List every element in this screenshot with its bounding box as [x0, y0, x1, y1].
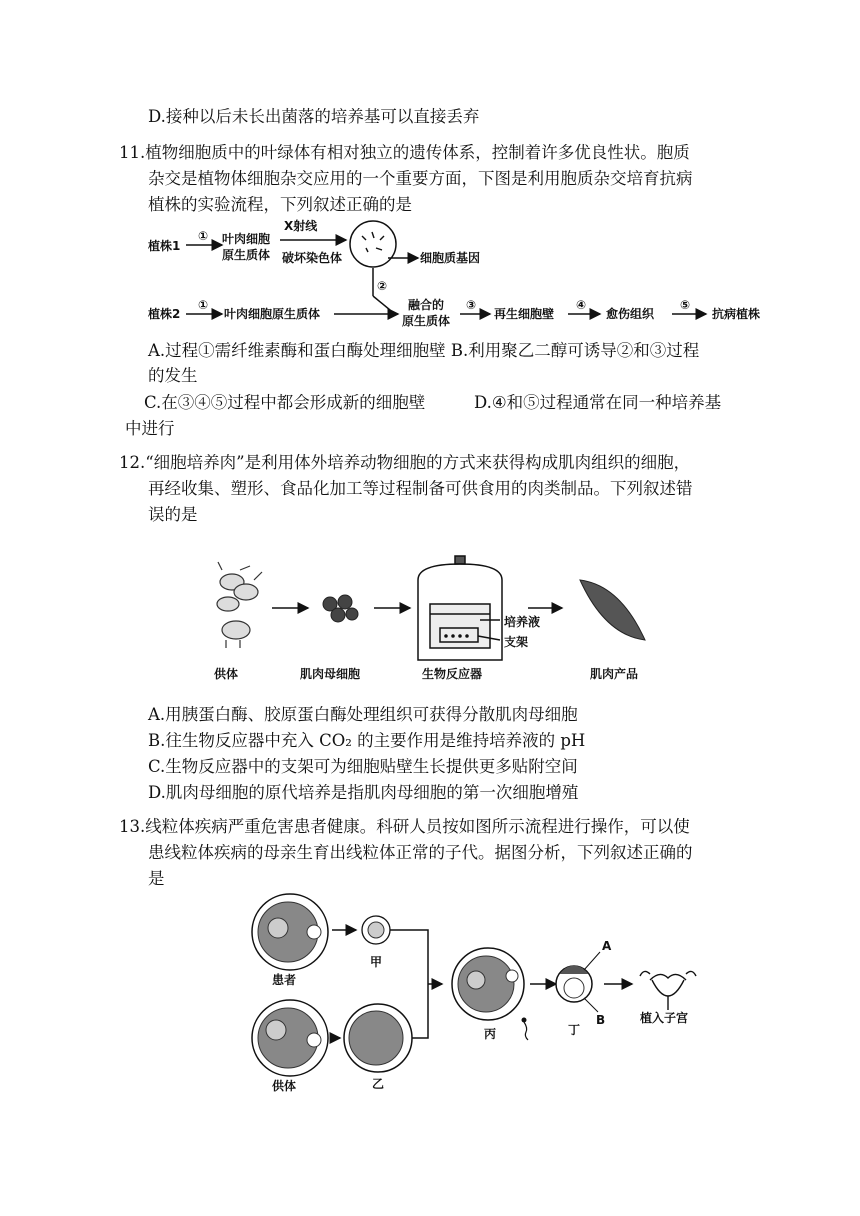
q13-pointer-b: [584, 998, 598, 1012]
q12-option-d: D.肌肉母细胞的原代培养是指肌肉母细胞的第一次细胞增殖: [148, 783, 579, 802]
sperm-icon: [524, 1022, 528, 1040]
q10-option-d: D.接种以后未长出菌落的培养基可以直接丢弃: [148, 107, 480, 126]
q11-option-ab: A.过程①需纤维素酶和蛋白酶处理细胞壁 B.利用聚乙二醇可诱导②和③过程: [148, 341, 700, 360]
q13-implant: 植入子宫: [640, 1011, 689, 1025]
q13-stem-line-1: 13.线粒体疾病严重危害患者健康。科研人员按如图所示流程进行操作，可以使: [119, 817, 690, 836]
q11-stem-line-3: 植株的实验流程，下列叙述正确的是: [148, 195, 412, 214]
q11-regen-wall: 再生细胞壁: [494, 307, 555, 321]
q13-label-b: B: [596, 1013, 606, 1027]
q11-step3: ③: [466, 298, 477, 312]
q13-patient: 患者: [272, 973, 297, 987]
q11-protoplast1-l1: 叶肉细胞: [222, 232, 271, 246]
q13-jia: 甲: [370, 955, 383, 969]
q12-scaffold: 支架: [504, 635, 529, 649]
q13-pointer-a: [584, 952, 600, 970]
q11-step1-bottom: ①: [198, 298, 209, 312]
q11-option-b-cont: 的发生: [148, 366, 198, 385]
q11-step5: ⑤: [680, 298, 691, 312]
q11-step1-top: ①: [198, 229, 209, 243]
q11-protoplast2: 叶肉细胞原生质体: [224, 307, 321, 321]
q12-stem-line-1: 12.“细胞培养肉”是利用体外培养动物细胞的方式来获得构成肌肉组织的细胞，: [119, 453, 691, 472]
q12-donor-label: 供体: [214, 667, 239, 681]
q11-destroy-chrom: 破坏染色体: [282, 251, 343, 265]
jia-nucleus-icon: [362, 916, 390, 944]
patient-oocyte-icon: [252, 894, 328, 970]
q13-bing: 丙: [484, 1027, 497, 1041]
q11-cyto-gene: 细胞质基因: [420, 251, 481, 265]
q12-stem-line-3: 误的是: [148, 505, 198, 524]
q11-plant2: 植株2: [148, 307, 181, 321]
q11-xray: X射线: [284, 219, 318, 233]
q11-option-d: D.④和⑤过程通常在同一种培养基: [474, 393, 722, 412]
q11-stem-line-2: 杂交是植物体细胞杂交应用的一个重要方面，下图是利用胞质杂交培育抗病: [148, 169, 693, 188]
q12-option-b: B.往生物反应器中充入 CO₂ 的主要作用是维持培养液的 pH: [148, 731, 586, 750]
bing-reconstructed-oocyte-icon: [452, 948, 524, 1020]
ding-blastocyst-icon: [556, 966, 592, 1002]
q11-step2: ②: [377, 279, 388, 293]
q11-option-c: C.在③④⑤过程中都会形成新的细胞壁: [144, 393, 426, 412]
q11-fused-l1: 融合的: [408, 298, 445, 312]
q12-myoblast-label: 肌肉母细胞: [300, 667, 361, 681]
q12-stem-line-2: 再经收集、塑形、食品化加工等过程制备可供食用的肉类制品。下列叙述错: [148, 479, 693, 498]
q13-donor: 供体: [272, 1079, 297, 1093]
q11-step4: ④: [576, 298, 587, 312]
donor-oocyte-icon: [252, 1000, 328, 1076]
yi-enucleated-oocyte-icon: [344, 1004, 412, 1072]
q12-bioreactor-label: 生物反应器: [422, 667, 483, 681]
q12-option-a: A.用胰蛋白酶、胶原蛋白酶处理组织可获得分散肌肉母细胞: [148, 705, 578, 724]
q11-fused-l2: 原生质体: [402, 314, 451, 328]
q13-label-a: A: [602, 939, 612, 953]
q12-product-label: 肌肉产品: [590, 667, 639, 681]
q13-stem-line-3: 是: [148, 869, 165, 888]
q12-medium: 培养液: [504, 615, 541, 629]
q13-ding: 丁: [568, 1023, 581, 1037]
q11-callus: 愈伤组织: [606, 307, 655, 321]
q12-option-c: C.生物反应器中的支架可为细胞贴壁生长提供更多贴附空间: [148, 757, 578, 776]
q11-protoplast1-l2: 原生质体: [222, 248, 271, 262]
q13-yi: 乙: [372, 1077, 385, 1091]
q11-plant1: 植株1: [148, 239, 181, 253]
uterus-icon: [640, 971, 696, 1010]
q13-stem-line-2: 患线粒体疾病的母亲生育出线粒体正常的子代。据图分析，下列叙述正确的: [148, 843, 693, 862]
q11-resistant: 抗病植株: [712, 307, 761, 321]
q11-option-d-cont: 中进行: [125, 419, 175, 438]
q11-stem-line-1: 11.植物细胞质中的叶绿体有相对独立的遗传体系，控制着许多优良性状。胞质: [119, 143, 690, 162]
